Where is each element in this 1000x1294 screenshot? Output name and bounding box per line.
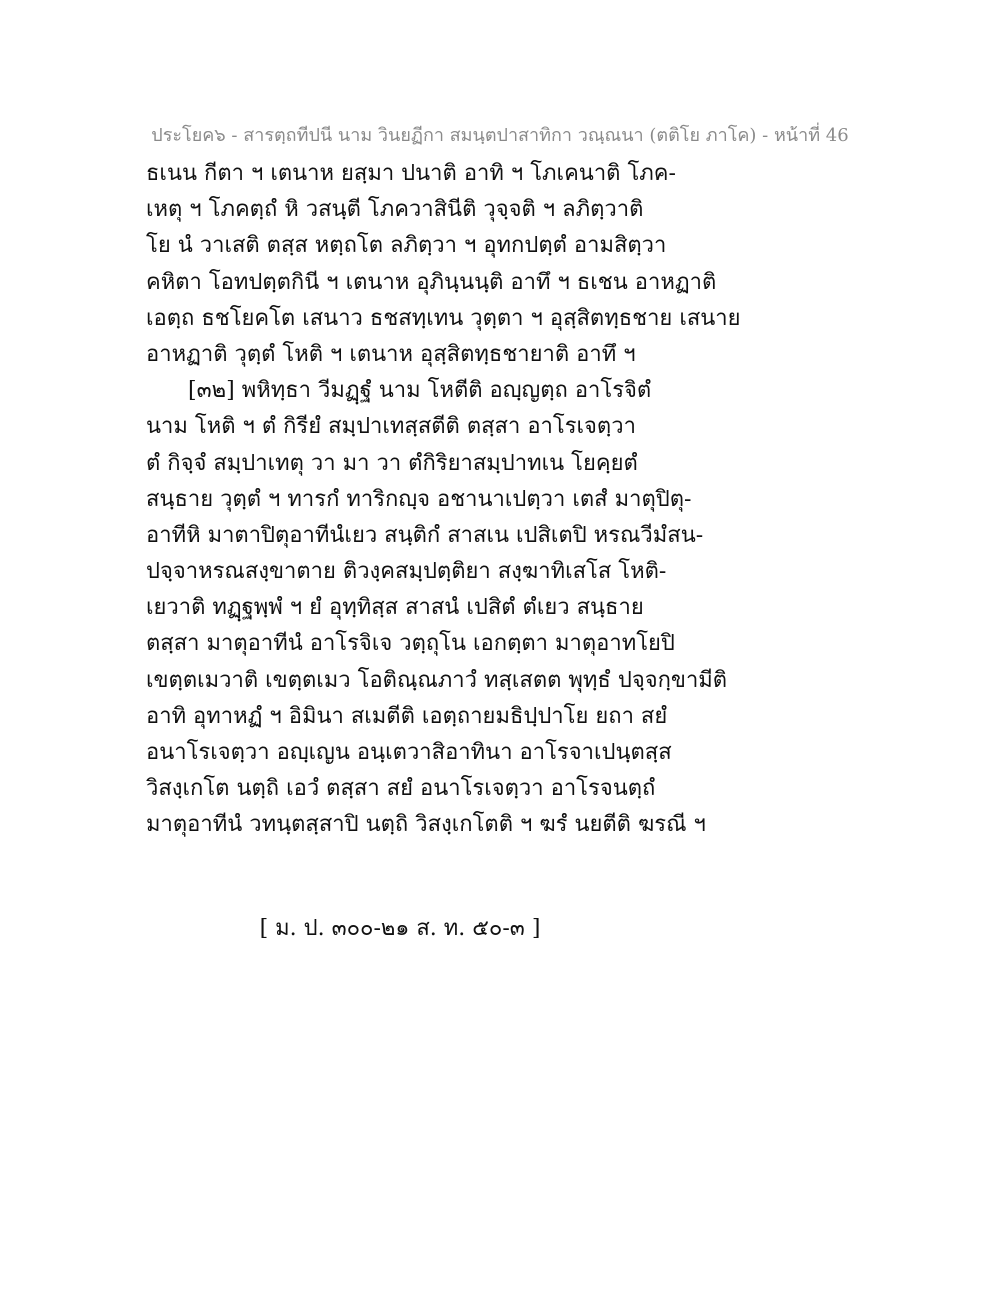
text-line: นาม โหติ ฯ ตํ กิรียํ สมฺปาเทสฺสตีติ ตสฺสา อาโรเจตฺวา bbox=[146, 414, 636, 440]
paragraph-start-line: [๓๒] พหิทฺธา วีมฏฺฐํ นาม โหตีติ อญฺญตฺถ อาโรจิตํ bbox=[188, 378, 652, 404]
text-line: อาหฏาติ วุตฺตํ โหติ ฯ เตนาห อุสฺสิตทฺธชายาติ อาทึ ฯ bbox=[146, 341, 636, 367]
text-line: เยวาติ ทฏฺฐพฺพํ ฯ ยํ อุทฺทิสฺส สาสนํ เปสิตํ ตํเยว สนฺธาย bbox=[146, 595, 644, 621]
text-line: อนาโรเจตฺวา อญฺเญน อนฺเตวาสิอาทินา อาโรจาเปนฺตสฺส bbox=[146, 740, 672, 765]
text-line: ธเนน กีตา ฯ เตนาห ยสฺมา ปนาติ อาทิ ฯ โภเคนาติ โภค- bbox=[146, 161, 676, 186]
text-line: มาตุอาทีนํ วทนฺตสฺสาปิ นตฺถิ วิสงฺเกโตติ ฯ ฆรํ นยตีติ ฆรณี ฯ bbox=[146, 812, 706, 838]
text-line: สนฺธาย วุตฺตํ ฯ ทารกํ ทาริกญฺจ อชานาเปตฺวา เตสํ มาตุปิตุ- bbox=[146, 486, 692, 512]
citation-reference: [ ม. ป. ๓๐๐-๒๑ ส. ท. ๕๐-๓ ] bbox=[259, 916, 541, 941]
text-line: เอตฺถ ธชโยคโต เสนาว ธชสทฺเทน วุตฺตา ฯ อุสฺสิตทฺธชาย เสนาย bbox=[146, 305, 741, 331]
text-line: ตํ กิจฺจํ สมฺปาเทตุ วา มา วา ตํกิริยาสมฺปาทเน โยคฺยตํ bbox=[146, 450, 638, 476]
text-line: อาทิ อุทาหฏํ ฯ อิมินา สเมตีติ เอตฺถายมธิปฺปาโย ยถา สยํ bbox=[146, 703, 668, 729]
text-line: คหิตา โอทปตฺตกินี ฯ เตนาห อุภินฺนนฺติ อาทึ ฯ ธเชน อาหฏาติ bbox=[146, 269, 717, 295]
text-line: อาทีหิ มาตาปิตุอาทีนํเยว สนฺติกํ สาสเน เปสิเตปิ หรณวีมํสน- bbox=[146, 522, 704, 548]
text-line: ตสฺสา มาตุอาทีนํ อาโรจิเจ วตฺถุโน เอกตฺตา มาตุอาทโยปิ bbox=[146, 631, 675, 657]
body-text bbox=[146, 156, 741, 844]
text-line: ปจฺจาหรณสงฺขาตาย ติวงฺคสมฺปตฺติยา สงฺฆาทิเสโส โหติ- bbox=[146, 559, 667, 585]
text-line: เหตุ ฯ โภคตฺถํ หิ วสนฺตี โภควาสินีติ วุจฺจติ ฯ ลภิตฺวาติ bbox=[146, 197, 644, 223]
text-line: โย นํ วาเสติ ตสฺส หตฺถโต ลภิตฺวา ฯ อุทกปตฺตํ อามสิตฺวา bbox=[146, 233, 667, 259]
running-header: ประโยค๖ - สารตฺถทีปนี นาม วินยฏีกา สมนฺตปาสาทิกา วณฺณนา (ตติโย ภาโค) - หน้าที่ 46 bbox=[151, 125, 849, 146]
text-line: วิสงฺเกโต นตฺถิ เอวํ ตสฺสา สยํ อนาโรเจตฺวา อาโรจนตฺถํ bbox=[146, 776, 656, 802]
text-line: เขตฺตเมวาติ เขตฺตเมว โอติณฺณภาวํ ทสฺเสตต พุทฺธํ ปจฺจกฺขามีติ bbox=[146, 667, 728, 693]
